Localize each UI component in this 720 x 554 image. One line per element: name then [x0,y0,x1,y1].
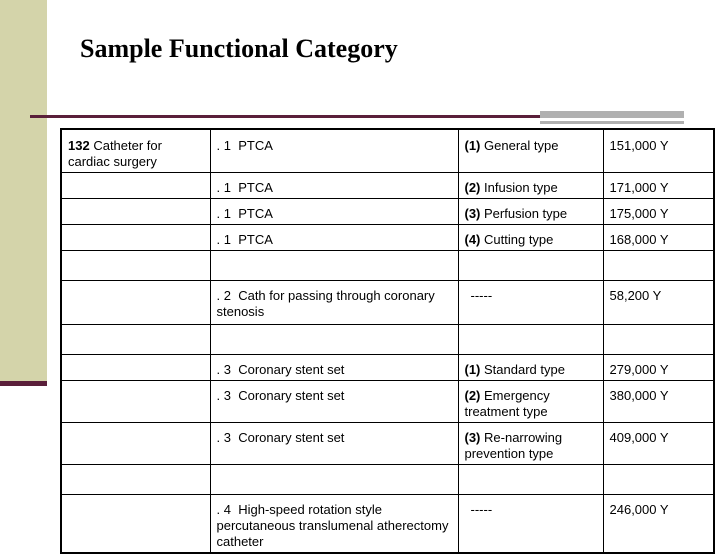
table-row [61,199,714,225]
blank-cell [458,465,603,495]
price-cell [603,281,714,325]
type-name: Infusion type [484,180,558,195]
subcategory-cell [210,129,458,173]
blank-cell [61,173,210,199]
subcategory-name: Coronary stent set [238,430,345,445]
type-name: Emergency treatment type [464,388,550,419]
type-name: ----- [470,288,493,303]
type-name: ----- [470,502,493,517]
blank-cell [458,325,603,355]
table-row [61,495,714,554]
blank-cell [210,251,458,281]
subcategory-number: . 3 [216,388,231,403]
blank-cell [61,355,210,381]
table-row [61,355,714,381]
table-row [61,281,714,325]
price-cell [603,199,714,225]
blank-cell [61,225,210,251]
price-cell [603,225,714,251]
price-value: 171,000 Y [609,180,669,195]
price-value: 168,000 Y [609,232,669,247]
blank-cell [61,495,210,554]
price-value: 151,000 Y [609,138,669,153]
type-cell [458,355,603,381]
title-rule-gray [540,111,684,118]
type-cell [458,173,603,199]
type-cell [458,281,603,325]
type-name: Perfusion type [484,206,568,221]
type-number: (3) [464,430,481,445]
slide-title: Sample Functional Category [80,34,398,63]
price-value: 380,000 Y [609,388,669,403]
left-decor-bar [0,0,47,384]
subcategory-name: High-speed rotation style percutaneous translumenal atherectomy catheter [216,502,449,549]
subcategory-name: PTCA [238,232,273,247]
type-number: (2) [464,388,481,403]
blank-cell [603,251,714,281]
type-cell [458,423,603,465]
type-cell [458,225,603,251]
subcategory-number: . 2 [216,288,231,303]
category-code: 132 [68,138,90,153]
left-decor-accent [0,381,47,386]
price-value: 246,000 Y [609,502,669,517]
blank-cell [210,325,458,355]
subcategory-name: PTCA [238,206,273,221]
blank-cell [210,465,458,495]
type-number: (3) [464,206,481,221]
subcategory-number: . 3 [216,430,231,445]
subcategory-name: Coronary stent set [238,362,345,377]
subcategory-cell [210,199,458,225]
spacer-row [61,251,714,281]
type-number: (2) [464,180,481,195]
subcategory-number: . 1 [216,206,231,221]
subcategory-cell [210,495,458,554]
price-value: 58,200 Y [609,288,662,303]
category-cell [61,129,210,173]
table-row [61,225,714,251]
subcategory-cell [210,355,458,381]
subcategory-name: Coronary stent set [238,388,345,403]
blank-cell [61,199,210,225]
subcategory-name: Cath for passing through coronary stenosis [216,288,435,319]
price-cell [603,495,714,554]
price-value: 279,000 Y [609,362,669,377]
price-cell [603,355,714,381]
price-value: 175,000 Y [609,206,669,221]
type-name: General type [484,138,559,153]
subcategory-cell [210,423,458,465]
price-cell [603,129,714,173]
subcategory-cell [210,281,458,325]
spacer-row [61,465,714,495]
subcategory-number: . 1 [216,138,231,153]
type-name: Standard type [484,362,565,377]
subcategory-cell [210,225,458,251]
blank-cell [61,251,210,281]
title-rule-gray-thin [540,121,684,124]
type-name: Cutting type [484,232,554,247]
table-row [61,381,714,423]
price-cell [603,381,714,423]
table-row [61,423,714,465]
table-row [61,173,714,199]
blank-cell [61,423,210,465]
blank-cell [603,325,714,355]
blank-cell [458,251,603,281]
category-table [60,128,715,554]
price-value: 409,000 Y [609,430,669,445]
blank-cell [61,281,210,325]
price-cell [603,173,714,199]
subcategory-number: . 4 [216,502,231,517]
subcategory-number: . 1 [216,232,231,247]
type-cell [458,129,603,173]
table-row [61,129,714,173]
subcategory-number: . 3 [216,362,231,377]
type-cell [458,495,603,554]
type-number: (1) [464,362,481,377]
blank-cell [603,465,714,495]
type-cell [458,381,603,423]
subcategory-number: . 1 [216,180,231,195]
category-name: Catheter for cardiac surgery [68,138,162,169]
subcategory-name: PTCA [238,180,273,195]
type-number: (4) [464,232,481,247]
title-rule [30,115,540,118]
subcategory-cell [210,173,458,199]
type-number: (1) [464,138,481,153]
type-name: Re-narrowing prevention type [464,430,563,461]
blank-cell [61,325,210,355]
type-cell [458,199,603,225]
spacer-row [61,325,714,355]
subcategory-name: PTCA [238,138,273,153]
blank-cell [61,381,210,423]
price-cell [603,423,714,465]
blank-cell [61,465,210,495]
subcategory-cell [210,381,458,423]
